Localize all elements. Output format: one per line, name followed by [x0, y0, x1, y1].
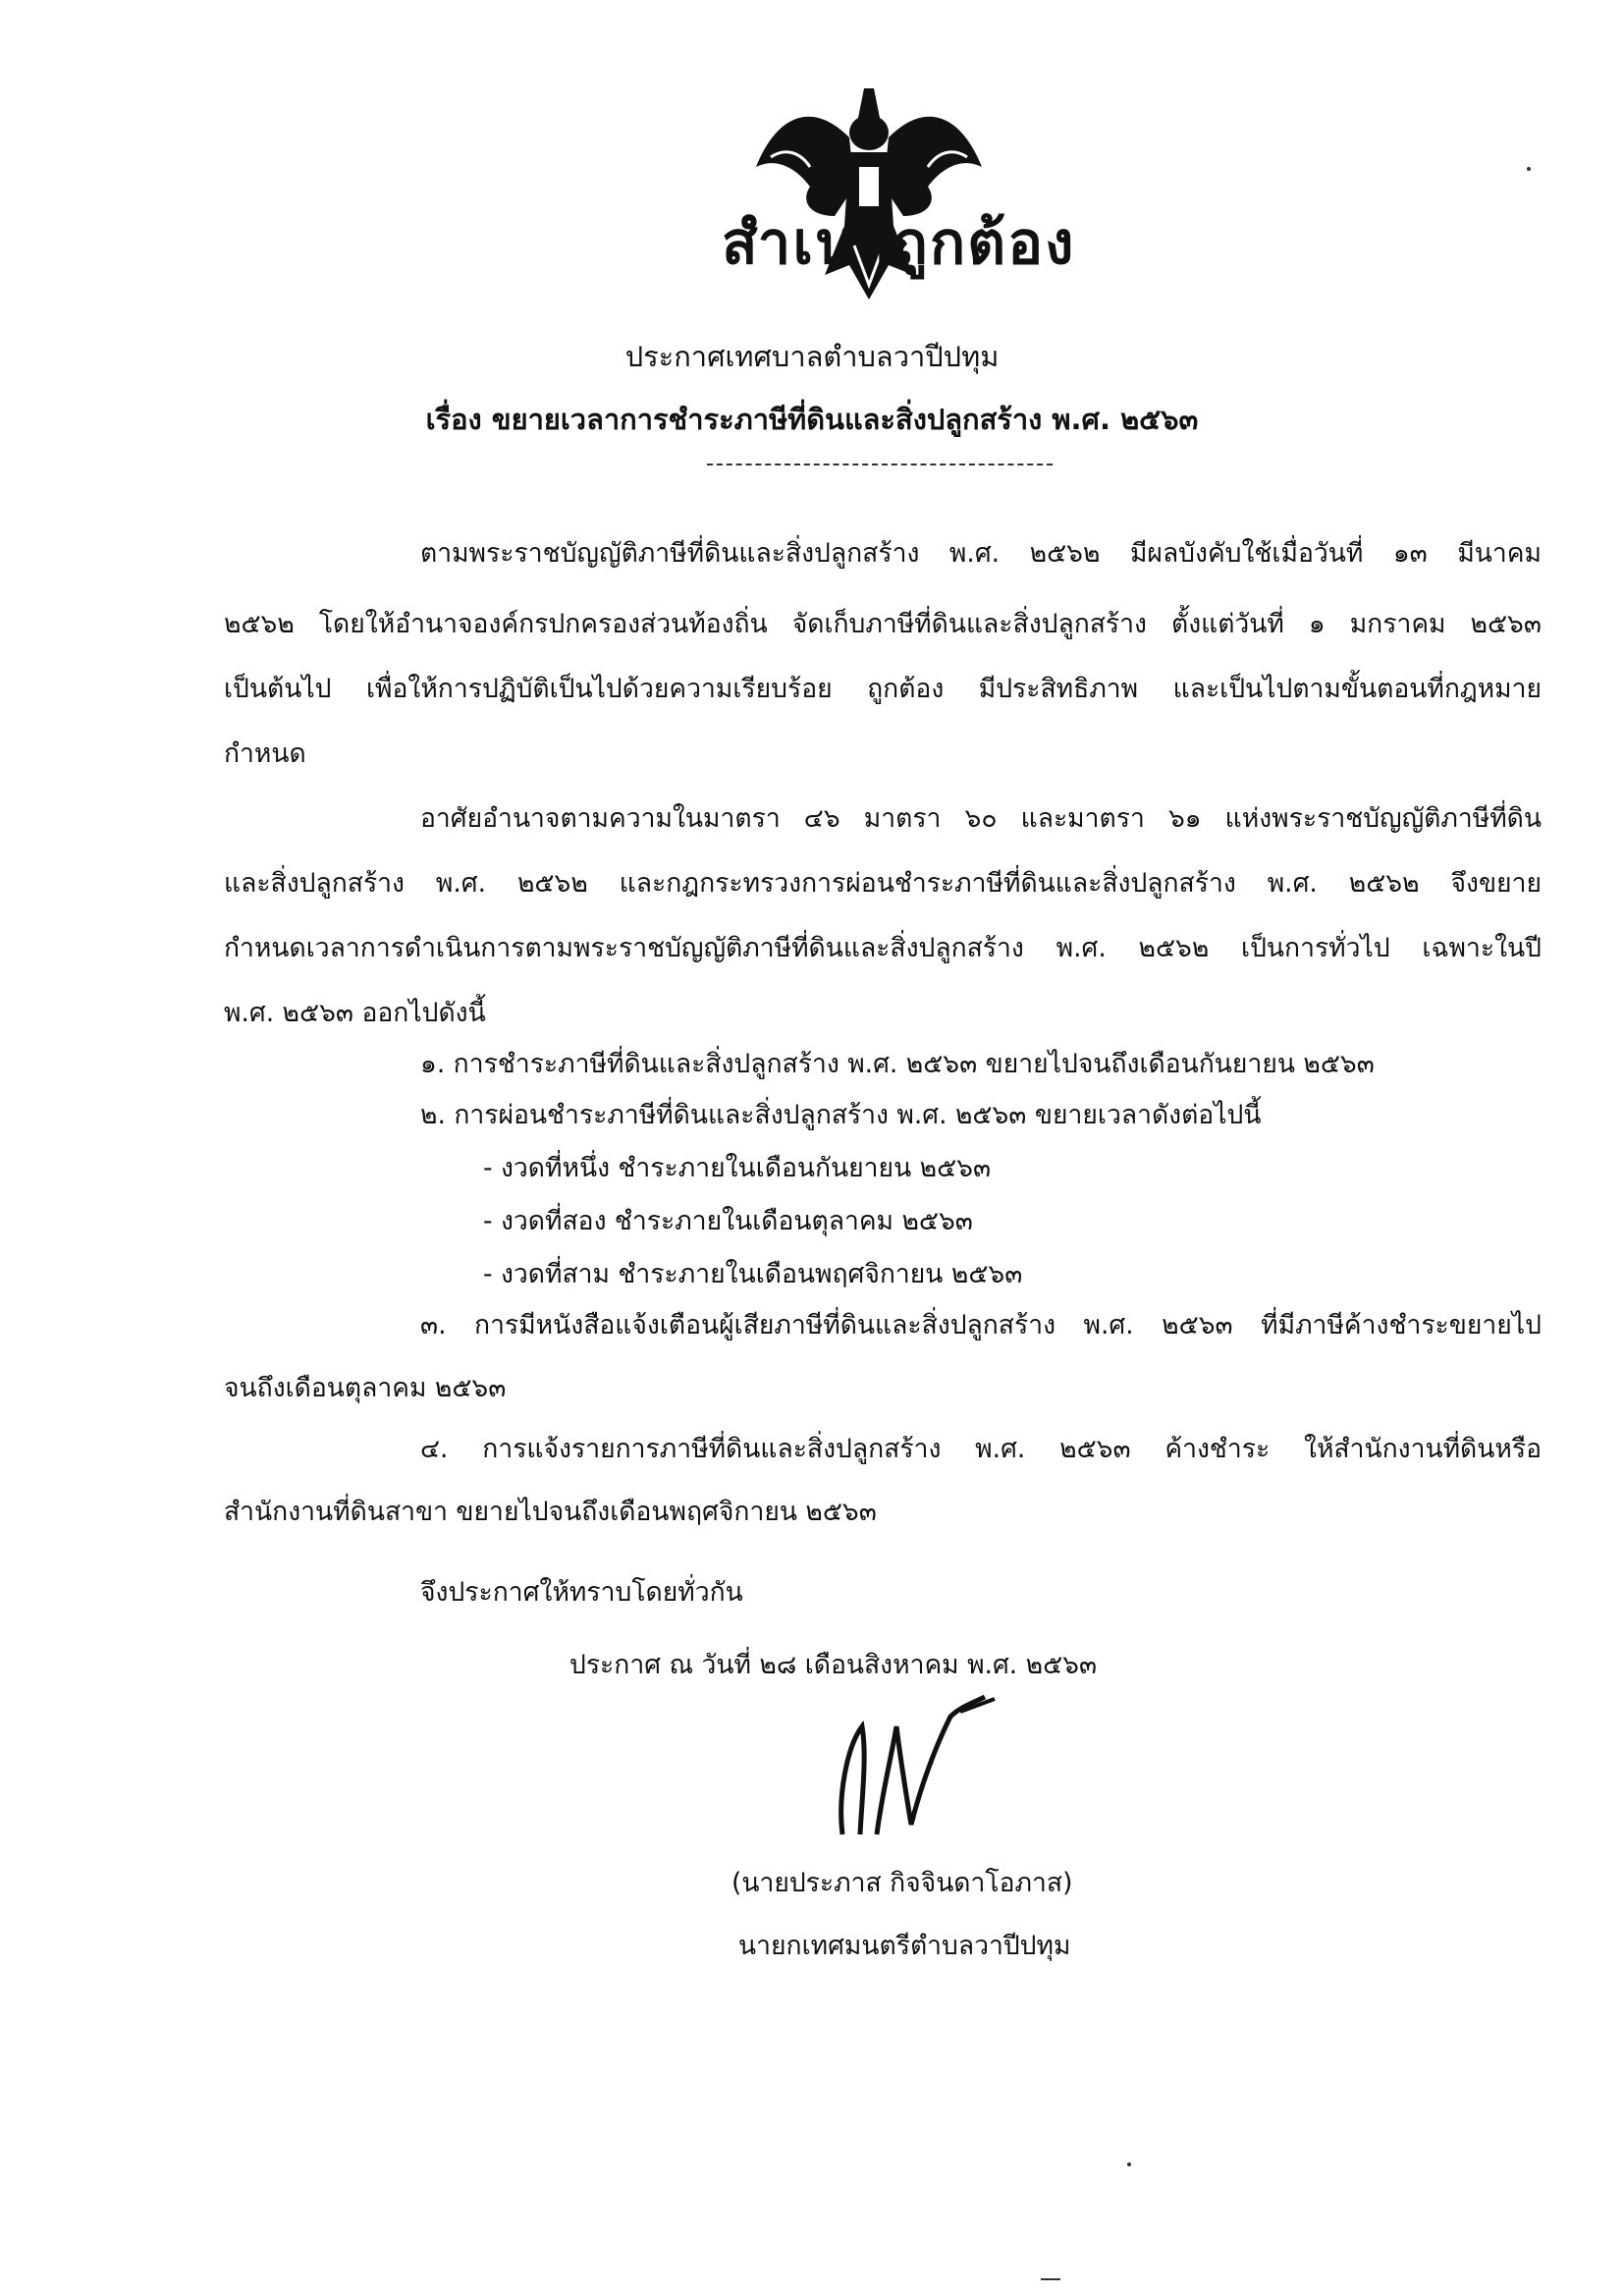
scan-speck — [1527, 167, 1531, 171]
announcement-subject: เรื่อง ขยายเวลาการชำระภาษีที่ดินและสิ่งปลูกสร้าง พ.ศ. ๒๕๖๓ — [425, 403, 1199, 436]
paragraph-1-line-3: เป็นต้นไป เพื่อให้การปฏิบัติเป็นไปด้วยความเรียบร้อย ถูกต้อง มีประสิทธิภาพ และเป็นไปตามขั้นตอนที่กฎหมาย — [224, 674, 1542, 704]
paragraph-1 — [224, 538, 1542, 570]
item-2-sub-1: - งวดที่หนึ่ง ชำระภายในเดือนกันยายน ๒๕๖๓ — [483, 1153, 992, 1183]
item-4-line-1: ๔. การแจ้งรายการภาษีที่ดินและสิ่งปลูกสร้าง พ.ศ. ๒๕๖๓ ค้างชำระ ให้สำนักงานที่ดินหรือ — [420, 1434, 1542, 1464]
announcement-title: ประกาศเทศบาลตำบลวาปีปทุม — [624, 340, 1000, 373]
paragraph-2-cont-2 — [224, 933, 1542, 964]
item-3-line-1: ๓. การมีหนังสือแจ้งเตือนผู้เสียภาษีที่ดินและสิ่งปลูกสร้าง พ.ศ. ๒๕๖๓ ที่มีภาษีค้างชำระขยายไป — [420, 1310, 1542, 1340]
paragraph-1-cont-2 — [224, 674, 1542, 705]
paragraph-1-line-4: กำหนด — [224, 738, 306, 769]
signature-mark — [813, 1687, 1000, 1854]
paragraph-2-line-2: และสิ่งปลูกสร้าง พ.ศ. ๒๕๖๒ และกฎกระทรวงการผ่อนชำระภาษีที่ดินและสิ่งปลูกสร้าง พ.ศ. ๒๕๖๒ จึงขยาย — [224, 868, 1542, 899]
certified-copy-stamp: สำเนาถูกต้อง — [722, 209, 1076, 278]
item-1: ๑. การชำระภาษีที่ดินและสิ่งปลูกสร้าง พ.ศ. ๒๕๖๓ ขยายไปจนถึงเดือนกันยายน ๒๕๖๓ — [420, 1049, 1375, 1079]
paragraph-2-line-3: กำหนดเวลาการดำเนินการตามพระราชบัญญัติภาษีที่ดินและสิ่งปลูกสร้าง พ.ศ. ๒๕๖๒ เป็นการทั่วไป เฉพาะในปี — [224, 933, 1542, 963]
closing-statement: จึงประกาศให้ทราบโดยทั่วกัน — [420, 1577, 743, 1608]
item-4-line-2: สำนักงานที่ดินสาขา ขยายไปจนถึงเดือนพฤศจิกายน ๒๕๖๓ — [224, 1497, 877, 1527]
item-4 — [420, 1434, 1542, 1465]
item-2: ๒. การผ่อนชำระภาษีที่ดินและสิ่งปลูกสร้าง พ.ศ. ๒๕๖๓ ขยายเวลาดังต่อไปนี้ — [420, 1100, 1262, 1130]
item-2-sub-3: - งวดที่สาม ชำระภายในเดือนพฤศจิกายน ๒๕๖๓ — [483, 1259, 1023, 1289]
paragraph-2-line-4: พ.ศ. ๒๕๖๓ ออกไปดังนี้ — [224, 998, 486, 1028]
paragraph-1-cont — [224, 609, 1542, 640]
paragraph-2-line-1: อาศัยอำนาจตามความในมาตรา ๔๖ มาตรา ๖๐ และมาตรา ๖๑ แห่งพระราชบัญญัติภาษีที่ดิน — [420, 803, 1542, 834]
signatory-name: (นายประภาส กิจจินดาโอภาส) — [731, 1868, 1073, 1898]
paragraph-1-line-2: ๒๕๖๒ โดยให้อำนาจองค์กรปกครองส่วนท้องถิ่น จัดเก็บภาษีที่ดินและสิ่งปลูกสร้าง ตั้งแต่วันที่ ๑ มกราคม ๒๕๖๓ — [224, 609, 1542, 639]
item-3-line-2: จนถึงเดือนตุลาคม ๒๕๖๓ — [224, 1373, 507, 1403]
paragraph-2 — [224, 803, 1542, 835]
scan-speck — [1041, 2278, 1060, 2280]
announcement-date: ประกาศ ณ วันที่ ๒๘ เดือนสิงหาคม พ.ศ. ๒๕๖๓ — [569, 1650, 1098, 1680]
heading-divider — [707, 464, 1053, 465]
paragraph-2-cont — [224, 868, 1542, 900]
scan-speck — [1127, 2162, 1131, 2166]
item-3 — [420, 1310, 1542, 1341]
item-2-sub-2: - งวดที่สอง ชำระภายในเดือนตุลาคม ๒๕๖๓ — [483, 1206, 973, 1236]
paragraph-1-line-1: ตามพระราชบัญญัติภาษีที่ดินและสิ่งปลูกสร้าง พ.ศ. ๒๕๖๒ มีผลบังคับใช้เมื่อวันที่ ๑๓ มีนาคม — [420, 538, 1542, 569]
signatory-position: นายกเทศมนตรีตำบลวาปีปทุม — [738, 1931, 1071, 1961]
